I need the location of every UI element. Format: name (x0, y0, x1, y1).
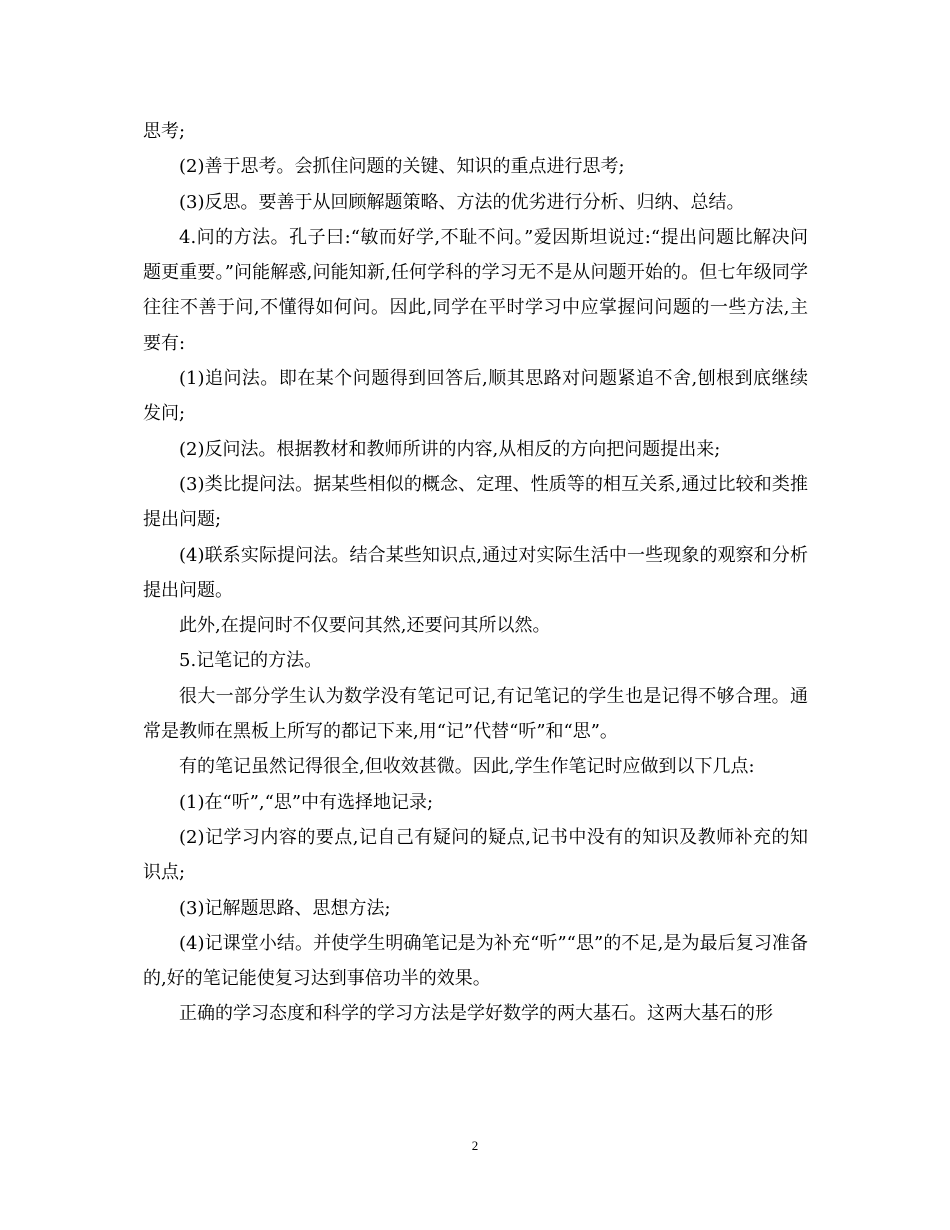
paragraph-6: (2)反问法。根据教材和教师所讲的内容,从相反的方向把问题提出来; (179, 438, 721, 460)
paragraph-5: (1)追问法。即在某个问题得到回答后,顺其思路对问题紧追不舍,刨根到底继续发问; (143, 368, 808, 425)
paragraph-1: 思考; (143, 121, 186, 142)
paragraph-13: (1)在“听”,“思”中有选择地记录; (179, 791, 434, 813)
paragraph-16: (4)记课堂小结。并使学生明确笔记是为补充“听”“思”的不足,是为最后复习准备的,好的笔记能使复习达到事倍功半的效果。 (143, 932, 808, 990)
paragraph-14: (2)记学习内容的要点,记自己有疑问的疑点,记书中没有的知识及教师补充的知识点; (143, 826, 808, 884)
paragraph-12: 有的笔记虽然记得很全,但收效甚微。因此,学生作笔记时应做到以下几点: (179, 756, 755, 778)
paragraph-2: (2)善于思考。会抓住问题的关键、知识的重点进行思考; (179, 156, 625, 178)
paragraph-8: (4)联系实际提问法。结合某些知识点,通过对实际生活中一些现象的观察和分析提出问题。 (143, 544, 808, 601)
document-body (143, 114, 808, 1032)
paragraph-17: 正确的学习态度和科学的学习方法是学好数学的两大基石。这两大基石的形 (179, 1003, 773, 1025)
page-number: 2 (471, 1138, 479, 1153)
paragraph-15: (3)记解题思路、思想方法; (179, 897, 391, 919)
paragraph-10: 5.记笔记的方法。 (179, 650, 323, 672)
paragraph-11: 很大一部分学生认为数学没有笔记可记,有记笔记的学生也是记得不够合理。通常是教师在黑板上所写的都记下来,用“记”代替“听”和“思”。 (143, 685, 808, 743)
paragraph-9: 此外,在提问时不仅要问其然,还要问其所以然。 (179, 615, 551, 637)
paragraph-7: (3)类比提问法。据某些相似的概念、定理、性质等的相互关系,通过比较和类推提出问题; (143, 473, 808, 531)
paragraph-3: (3)反思。要善于从回顾解题策略、方法的优劣进行分析、归纳、总结。 (179, 191, 745, 213)
paragraph-4: 4.问的方法。孔子曰:“敏而好学,不耻不问。”爱因斯坦说过:“提出问题比解决问题更重要。”问能解惑,问能知新,任何学科的学习无不是从问题开始的。但七年级同学往往不善于问,不懂得如何问。因此,同学在平时学习中应掌握问问题的一些方法,主要有: (143, 226, 808, 354)
